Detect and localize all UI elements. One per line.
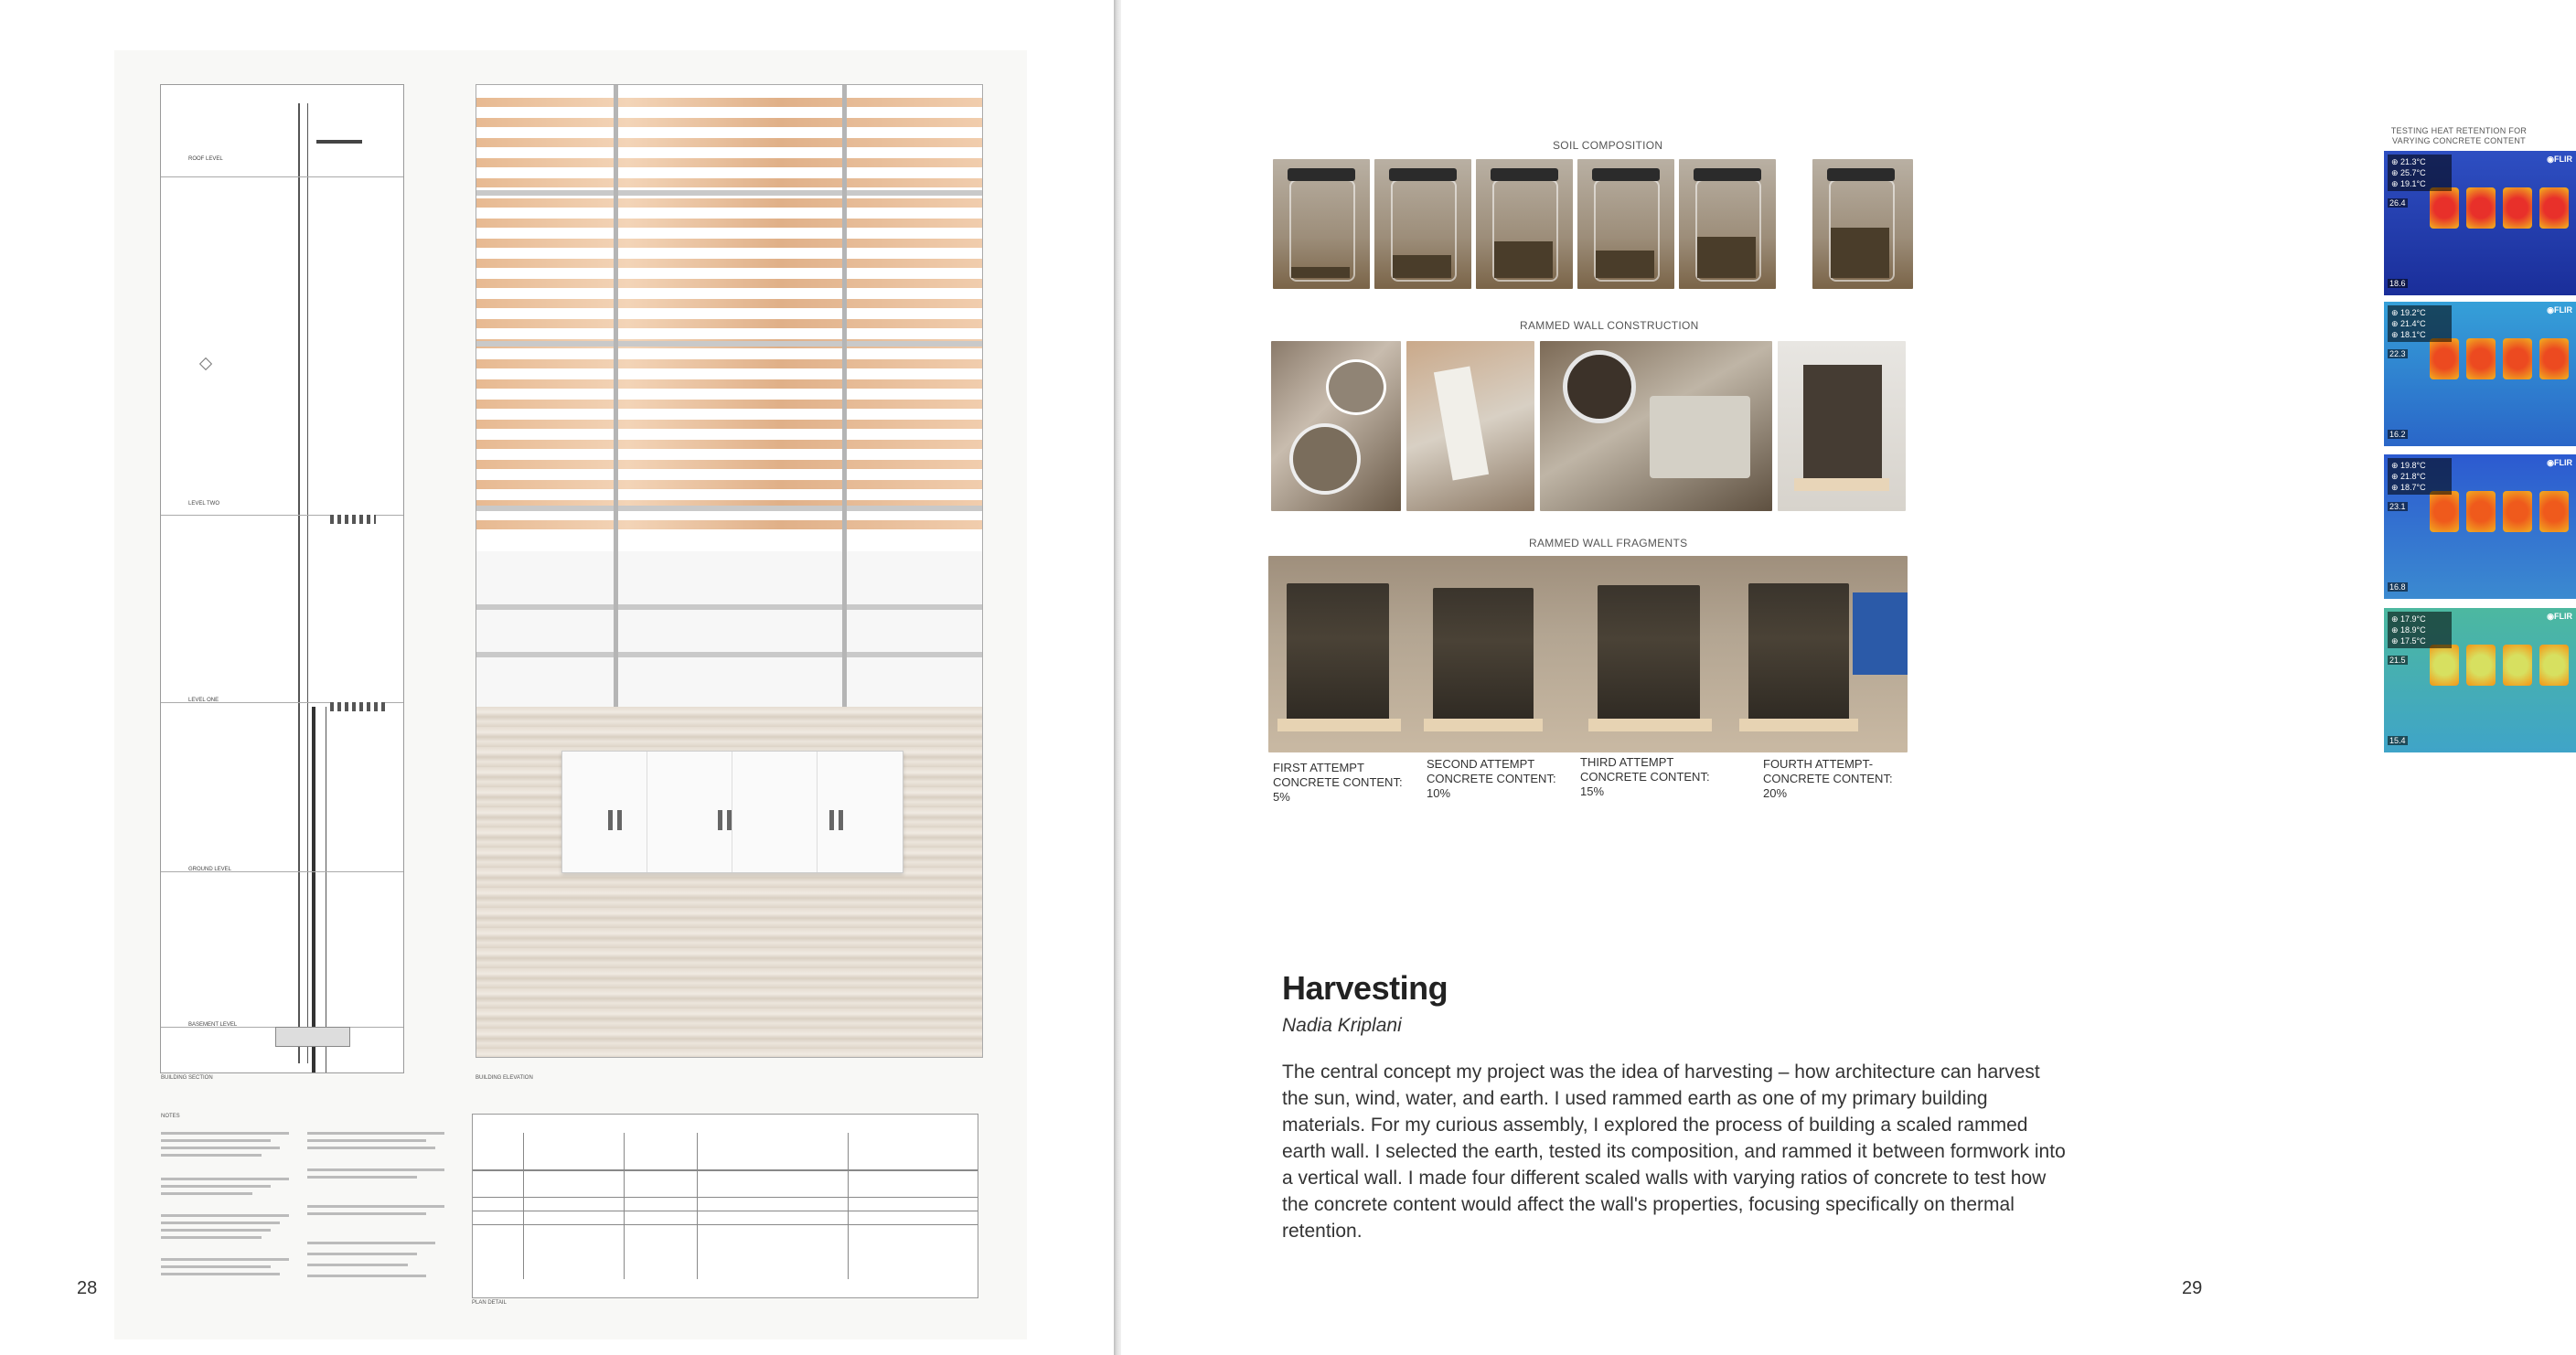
soil-jar-photo [1812, 159, 1913, 289]
level-label: GROUND LEVEL [188, 867, 232, 872]
wood-slat [476, 138, 982, 147]
wood-slat [476, 520, 982, 529]
grid-marker [199, 357, 212, 370]
attempt-label-line: 15% [1580, 784, 1605, 798]
wood-slat [476, 379, 982, 389]
fragments-photo [1268, 556, 1908, 752]
level-label: LEVEL ONE [188, 698, 219, 703]
drawing-notes [161, 1114, 463, 1292]
attempt-label-line: SECOND ATTEMPT [1427, 757, 1535, 771]
wood-slat [476, 178, 982, 187]
flir-logo: ◉FLIR [2547, 155, 2572, 164]
temperature-readout [2388, 155, 2452, 191]
soil-jar-photo [1577, 159, 1674, 289]
wood-slat-screen [476, 85, 982, 551]
attempt-label-line: CONCRETE CONTENT: [1763, 772, 1893, 785]
temperature-value: ⊕ 19.1°C [2391, 179, 2426, 188]
article-author: Nadia Kriplani [1282, 1015, 1402, 1036]
attempt-label [1273, 761, 1403, 805]
scale-high-value: 22.3 [2389, 349, 2406, 358]
elevation-caption: BUILDING ELEVATION [476, 1075, 533, 1081]
attempt-label-line: 20% [1763, 786, 1788, 800]
construction-photo [1271, 341, 1401, 511]
attempt-label [1763, 757, 1893, 801]
wood-slat [476, 440, 982, 449]
soil-jar-photo [1476, 159, 1573, 289]
attempt-label-line: CONCRETE CONTENT: [1273, 775, 1403, 789]
wood-slat [476, 219, 982, 228]
level-label: LEVEL TWO [188, 501, 220, 507]
thermal-image [2384, 454, 2576, 599]
wood-slat [476, 118, 982, 127]
flir-logo: ◉FLIR [2547, 305, 2572, 315]
plan-detail-drawing [472, 1114, 978, 1298]
temperature-value: ⊕ 25.7°C [2391, 168, 2426, 177]
plan-caption: PLAN DETAIL [472, 1300, 507, 1306]
attempt-label-line: FOURTH ATTEMPT- [1763, 757, 1874, 771]
temperature-value: ⊕ 18.7°C [2391, 483, 2426, 492]
attempt-label-line: FIRST ATTEMPT [1273, 761, 1364, 774]
article-title: Harvesting [1282, 969, 1448, 1007]
flir-logo: ◉FLIR [2547, 458, 2572, 467]
thermal-image [2384, 151, 2576, 295]
attempt-label-line: 5% [1273, 790, 1290, 804]
wood-slat [476, 480, 982, 489]
temperature-value: ⊕ 17.9°C [2391, 614, 2426, 624]
construction-photo [1540, 341, 1772, 511]
wood-slat [476, 198, 982, 208]
scale-low-value: 16.8 [2389, 582, 2406, 592]
temperature-value: ⊕ 21.3°C [2391, 157, 2426, 166]
scale-low-value: 16.2 [2389, 430, 2406, 439]
soil-jar-photo [1273, 159, 1370, 289]
wood-slat [476, 259, 982, 268]
wood-slat [476, 158, 982, 167]
left-page [0, 0, 1114, 1355]
temperature-value: ⊕ 18.1°C [2391, 330, 2426, 339]
right-page [1121, 0, 2572, 1355]
article-body: The central concept my project was the idea of harvesting – how architecture can harvest the sun, wind, water, and earth. I used rammed earth as one of my primary building materials. For my curious assembly, I explored the process of building a scaled rammed earth wall. I selected the earth, tested its composition, and rammed it between formwork into a vertical wall. I made four different scaled walls with varying ratios of concrete to test how the concrete content would affect the wall's properties, focusing specifically on thermal retention. [1282, 1062, 2066, 1242]
attempt-label [1427, 757, 1556, 801]
temperature-value: ⊕ 19.8°C [2391, 461, 2426, 470]
wood-slat [476, 299, 982, 308]
section-caption: BUILDING SECTION [161, 1075, 213, 1081]
flir-logo: ◉FLIR [2547, 612, 2572, 621]
temperature-readout [2388, 305, 2452, 342]
attempt-label-line: THIRD ATTEMPT [1580, 755, 1674, 769]
thermal-caption: TESTING HEAT RETENTION FOR VARYING CONCRETE CONTENT [2390, 126, 2528, 145]
rammed-wall-construction-caption: RAMMED WALL CONSTRUCTION [1520, 319, 1699, 332]
thermal-image [2384, 302, 2576, 446]
soil-jar-photo [1374, 159, 1471, 289]
attempt-label [1580, 755, 1710, 799]
wood-slat [476, 319, 982, 328]
scale-low-value: 18.6 [2389, 279, 2406, 288]
glazing-band [476, 551, 982, 707]
temperature-readout [2388, 612, 2452, 648]
wood-slat [476, 359, 982, 368]
notes-title: NOTES [161, 1114, 180, 1119]
construction-photo [1778, 341, 1906, 511]
wood-slat [476, 400, 982, 409]
thermal-image [2384, 608, 2576, 752]
building-elevation-drawing [476, 84, 983, 1058]
rammed-wall-fragments-caption: RAMMED WALL FRAGMENTS [1529, 537, 1688, 549]
wood-slat [476, 239, 982, 248]
soil-composition-caption: SOIL COMPOSITION [1553, 139, 1663, 152]
temperature-value: ⊕ 18.9°C [2391, 625, 2426, 635]
scale-high-value: 26.4 [2389, 198, 2406, 208]
soil-jar-photo [1679, 159, 1776, 289]
wood-slat [476, 420, 982, 429]
construction-photo [1406, 341, 1534, 511]
level-label: BASEMENT LEVEL [188, 1022, 238, 1028]
building-section-drawing [160, 84, 404, 1073]
temperature-value: ⊕ 21.4°C [2391, 319, 2426, 328]
temperature-readout [2388, 458, 2452, 495]
scale-high-value: 21.5 [2389, 656, 2406, 665]
scale-low-value: 15.4 [2389, 736, 2406, 745]
page-number: 28 [77, 1278, 98, 1298]
page-number: 29 [2182, 1278, 2203, 1298]
wood-slat [476, 460, 982, 469]
temperature-value: ⊕ 19.2°C [2391, 308, 2426, 317]
attempt-label-line: CONCRETE CONTENT: [1580, 770, 1710, 784]
attempt-label-line: 10% [1427, 786, 1451, 800]
attempt-label-line: CONCRETE CONTENT: [1427, 772, 1556, 785]
level-label: ROOF LEVEL [188, 156, 223, 162]
temperature-value: ⊕ 21.8°C [2391, 472, 2426, 481]
wood-slat [476, 279, 982, 288]
scale-high-value: 23.1 [2389, 502, 2406, 511]
temperature-value: ⊕ 17.5°C [2391, 636, 2426, 645]
book-gutter [1114, 0, 1121, 1355]
cabinet-unit [561, 751, 903, 873]
wood-slat [476, 98, 982, 107]
